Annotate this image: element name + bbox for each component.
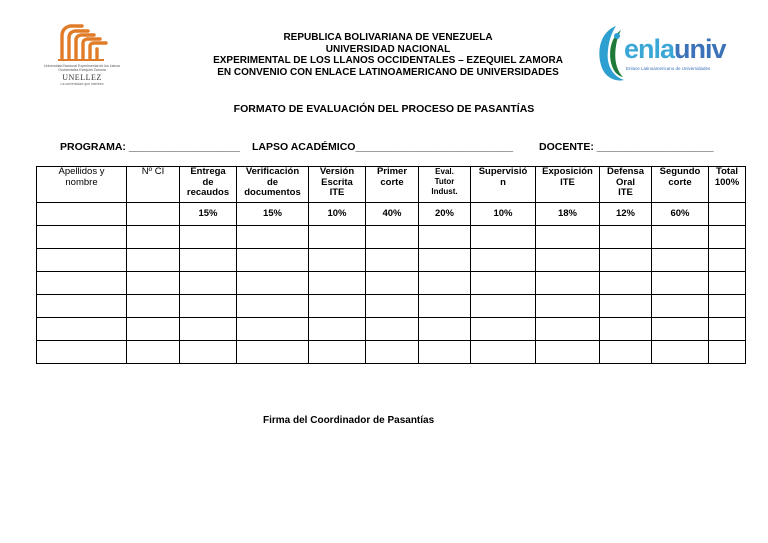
table-cell[interactable] [237,226,309,249]
table-cell[interactable] [652,272,709,295]
col-header-line: Escrita [321,176,353,188]
col-header-entrega [180,167,237,203]
table-row [37,226,746,249]
unellez-small-text: Universidad Nacional Experimental de los Llanos Occidentales Ezequiel Zamora [43,64,121,72]
col-header-line: documentos [244,187,301,198]
table-cell[interactable] [600,226,652,249]
table-cell[interactable] [419,318,471,341]
table-cell[interactable] [652,249,709,272]
col-header-line: corte [668,176,692,188]
table-cell[interactable] [709,249,746,272]
table-cell[interactable] [709,295,746,318]
table-cell[interactable] [709,341,746,364]
header-line-4: EN CONVENIO CON ENLACE LATINOAMERICANO DE UNIVERSIDADES [217,66,559,78]
table-cell[interactable] [37,318,127,341]
table-cell[interactable] [37,249,127,272]
table-cell[interactable] [471,318,536,341]
table-cell[interactable] [471,226,536,249]
percentage-cell: 20% [419,203,471,226]
col-header-line: Indust. [431,187,458,196]
table-cell[interactable] [237,272,309,295]
table-cell[interactable] [600,295,652,318]
table-cell[interactable] [180,295,237,318]
col-header-version [309,167,366,203]
table-cell[interactable] [471,341,536,364]
table-cell[interactable] [309,295,366,318]
table-row [37,272,746,295]
percentage-cell: 60% [652,203,709,226]
col-header-supervision [471,167,536,203]
table-cell[interactable] [127,272,180,295]
table-cell[interactable] [237,295,309,318]
table-cell[interactable] [237,341,309,364]
percentage-cell: 40% [366,203,419,226]
table-cell[interactable] [127,295,180,318]
table-cell[interactable] [366,272,419,295]
unellez-logo [34,18,130,92]
col-header-line: Defensa [607,166,644,177]
table-cell[interactable] [536,341,600,364]
percentage-cell: 10% [471,203,536,226]
table-cell[interactable] [309,272,366,295]
table-cell[interactable] [471,249,536,272]
col-header-defensa [600,167,652,203]
percentage-cell[interactable] [37,203,127,226]
header-line-2: UNIVERSIDAD NACIONAL [325,43,451,55]
table-cell[interactable] [127,226,180,249]
table-cell[interactable] [652,295,709,318]
table-cell[interactable] [536,272,600,295]
percentage-cell[interactable] [127,203,180,226]
table-cell[interactable] [37,272,127,295]
enlauniv-logo [596,22,726,88]
enlauniv-word-post: univ [674,34,726,64]
table-cell[interactable] [536,318,600,341]
col-header-line: ITE [329,187,345,198]
table-cell[interactable] [600,249,652,272]
header-line-1: REPUBLICA BOLIVARIANA DE VENEZUELA [283,32,493,43]
table-cell[interactable] [180,226,237,249]
programa-field[interactable]: PROGRAMA: ___________________ [60,141,240,153]
table-cell[interactable] [237,318,309,341]
col-header-ci [127,167,180,203]
table-cell[interactable] [180,249,237,272]
lapso-academico-field[interactable]: LAPSO ACADÉMICO___________________________ [252,141,514,153]
unellez-tagline: La universidad que siembra [60,82,104,86]
table-cell[interactable] [600,341,652,364]
col-header-line: n [500,176,506,188]
table-cell[interactable] [536,295,600,318]
col-header-primer-corte [366,167,419,203]
col-header-line: Tutor [434,177,455,186]
table-cell[interactable] [419,249,471,272]
table-cell[interactable] [536,249,600,272]
col-header-line: Supervisió [478,166,528,177]
table-row [37,318,746,341]
table-cell[interactable] [709,318,746,341]
col-header-line: Exposición [542,166,593,177]
table-cell[interactable] [709,272,746,295]
col-header-line: recaudos [186,187,230,198]
percentage-cell: 10% [309,203,366,226]
col-header-apellidos [37,167,127,203]
evaluation-table [36,166,746,364]
table-cell[interactable] [37,295,127,318]
table-cell[interactable] [419,272,471,295]
table-cell[interactable] [37,226,127,249]
coordinator-signature-label: Firma del Coordinador de Pasantías [263,415,435,426]
table-cell[interactable] [237,249,309,272]
table-cell[interactable] [366,341,419,364]
table-cell[interactable] [366,226,419,249]
col-header-line: Total [716,166,738,177]
table-cell[interactable] [127,318,180,341]
table-cell[interactable] [600,318,652,341]
col-header-line: de [266,176,279,188]
table-cell[interactable] [419,226,471,249]
institution-header [150,32,626,78]
col-header-eval-tutor [419,167,471,203]
table-cell[interactable] [600,272,652,295]
table-cell[interactable] [536,226,600,249]
table-cell[interactable] [309,341,366,364]
table-cell[interactable] [471,295,536,318]
table-row [37,341,746,364]
table-cell[interactable] [366,249,419,272]
percentage-row [37,203,746,226]
docente-field[interactable]: DOCENTE: ____________________ [539,141,714,153]
table-cell[interactable] [471,272,536,295]
table-cell[interactable] [652,226,709,249]
table-cell[interactable] [419,341,471,364]
table-row [37,295,746,318]
percentage-cell: 18% [536,203,600,226]
table-cell[interactable] [419,295,471,318]
table-cell[interactable] [366,295,419,318]
table-cell[interactable] [180,318,237,341]
table-header-row [37,167,746,203]
col-header-line: Segundo [659,166,701,177]
header-line-3: EXPERIMENTAL DE LOS LLANOS OCCIDENTALES – EZEQUIEL ZAMORA [213,55,563,66]
col-header-line: Primer [376,166,408,177]
table-cell[interactable] [127,341,180,364]
col-header-total [709,167,746,203]
table-cell[interactable] [180,341,237,364]
col-header-line: de [202,176,214,188]
table-cell[interactable] [180,272,237,295]
enlauniv-word-pre: enla [624,34,675,64]
table-cell[interactable] [652,341,709,364]
table-cell[interactable] [709,226,746,249]
col-header-line: Apellidos y [58,166,105,177]
col-header-line: 100% [714,176,740,188]
enlauniv-wordmark [624,34,726,64]
col-header-line: nombre [65,176,98,188]
col-header-line: ITE [618,187,633,198]
col-header-line: Nº CI [141,166,165,177]
percentage-cell[interactable] [709,203,746,226]
document-title: FORMATO DE EVALUACIÓN DEL PROCESO DE PASANTÍAS [233,103,535,115]
col-header-line: Oral [615,176,635,188]
col-header-line: Versión [319,166,355,177]
col-header-line: corte [380,176,404,188]
table-cell[interactable] [366,318,419,341]
table-cell[interactable] [127,249,180,272]
percentage-cell: 15% [237,203,309,226]
unellez-name: UNELLEZ [62,73,102,82]
col-header-line: Entrega [190,166,226,177]
table-cell[interactable] [309,318,366,341]
col-header-line: ITE [560,176,575,188]
table-cell[interactable] [309,249,366,272]
enlauniv-subtitle: Enlace Latinoamericano de Universidades [626,66,711,71]
table-cell[interactable] [37,341,127,364]
table-cell[interactable] [652,318,709,341]
table-cell[interactable] [309,226,366,249]
unellez-emblem-icon [52,18,112,64]
col-header-verificacion [237,167,309,203]
table-row [37,249,746,272]
col-header-line: Verificación [245,166,300,177]
col-header-line: Eval. [435,167,454,176]
col-header-segundo-corte [652,167,709,203]
percentage-cell: 15% [180,203,237,226]
percentage-cell: 12% [600,203,652,226]
col-header-exposicion [536,167,600,203]
